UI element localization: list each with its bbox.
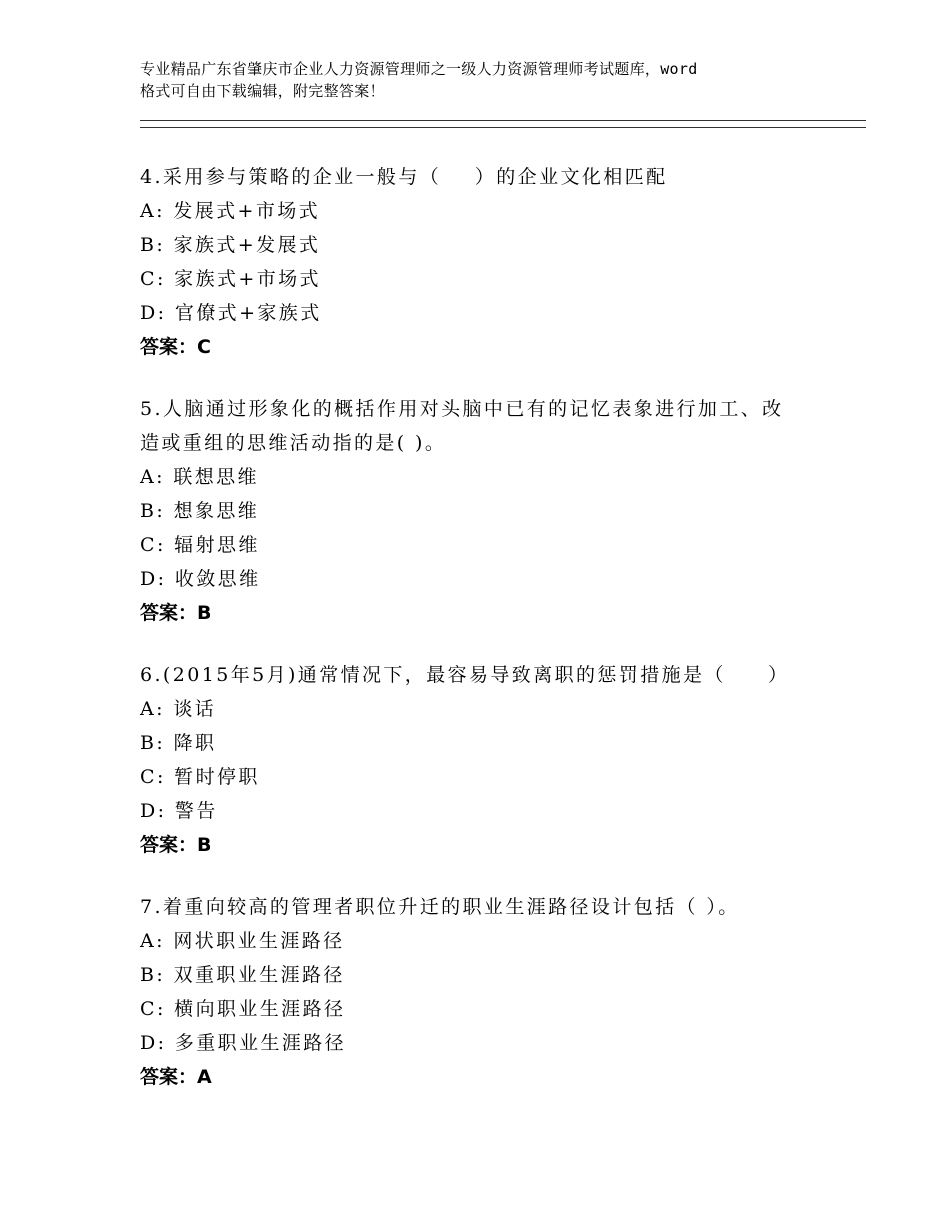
document-header — [140, 58, 820, 102]
question-6 — [140, 658, 840, 862]
option-c: C: 横向职业生涯路径 — [140, 998, 346, 1020]
answer-label: 答案：A — [140, 1066, 212, 1088]
option-a: A: 谈话 — [140, 698, 217, 720]
answer-label: 答案：C — [140, 336, 211, 358]
question-text: 4.采用参与策略的企业一般与（ ）的企业文化相匹配 — [140, 166, 668, 188]
option-a: A: 发展式+市场式 — [140, 200, 321, 222]
answer-label: 答案：B — [140, 602, 212, 624]
option-d: D: 多重职业生涯路径 — [140, 1032, 347, 1054]
option-b: B: 双重职业生涯路径 — [140, 964, 345, 986]
header-line-2: 格式可自由下载编辑，附完整答案！ — [140, 82, 385, 100]
option-d: D: 收敛思维 — [140, 568, 261, 590]
option-d: D: 官僚式+家族式 — [140, 302, 322, 324]
question-7 — [140, 890, 840, 1094]
option-b: B: 家族式+发展式 — [140, 234, 321, 256]
question-5 — [140, 392, 840, 630]
header-line-1: 专业精品广东省肇庆市企业人力资源管理师之一级人力资源管理师考试题库，word — [140, 60, 698, 78]
option-a: A: 网状职业生涯路径 — [140, 930, 345, 952]
option-a: A: 联想思维 — [140, 466, 259, 488]
answer-label: 答案：B — [140, 834, 212, 856]
question-text: 7.着重向较高的管理者职位升迁的职业生涯路径设计包括（ ）。 — [140, 896, 740, 918]
option-b: B: 想象思维 — [140, 500, 260, 522]
option-c: C: 辐射思维 — [140, 534, 260, 556]
question-text: 5.人脑通过形象化的概括作用对头脑中已有的记忆表象进行加工、改造或重组的思维活动指的是( )。 — [140, 398, 784, 454]
question-4 — [140, 160, 840, 364]
option-b: B: 降职 — [140, 732, 217, 754]
header-divider — [140, 120, 866, 128]
option-d: D: 警告 — [140, 800, 218, 822]
option-c: C: 家族式+市场式 — [140, 268, 321, 290]
question-text: 6.(2015年5月)通常情况下，最容易导致离职的惩罚措施是（ ） — [140, 664, 790, 686]
question-list — [140, 160, 840, 1122]
option-c: C: 暂时停职 — [140, 766, 260, 788]
